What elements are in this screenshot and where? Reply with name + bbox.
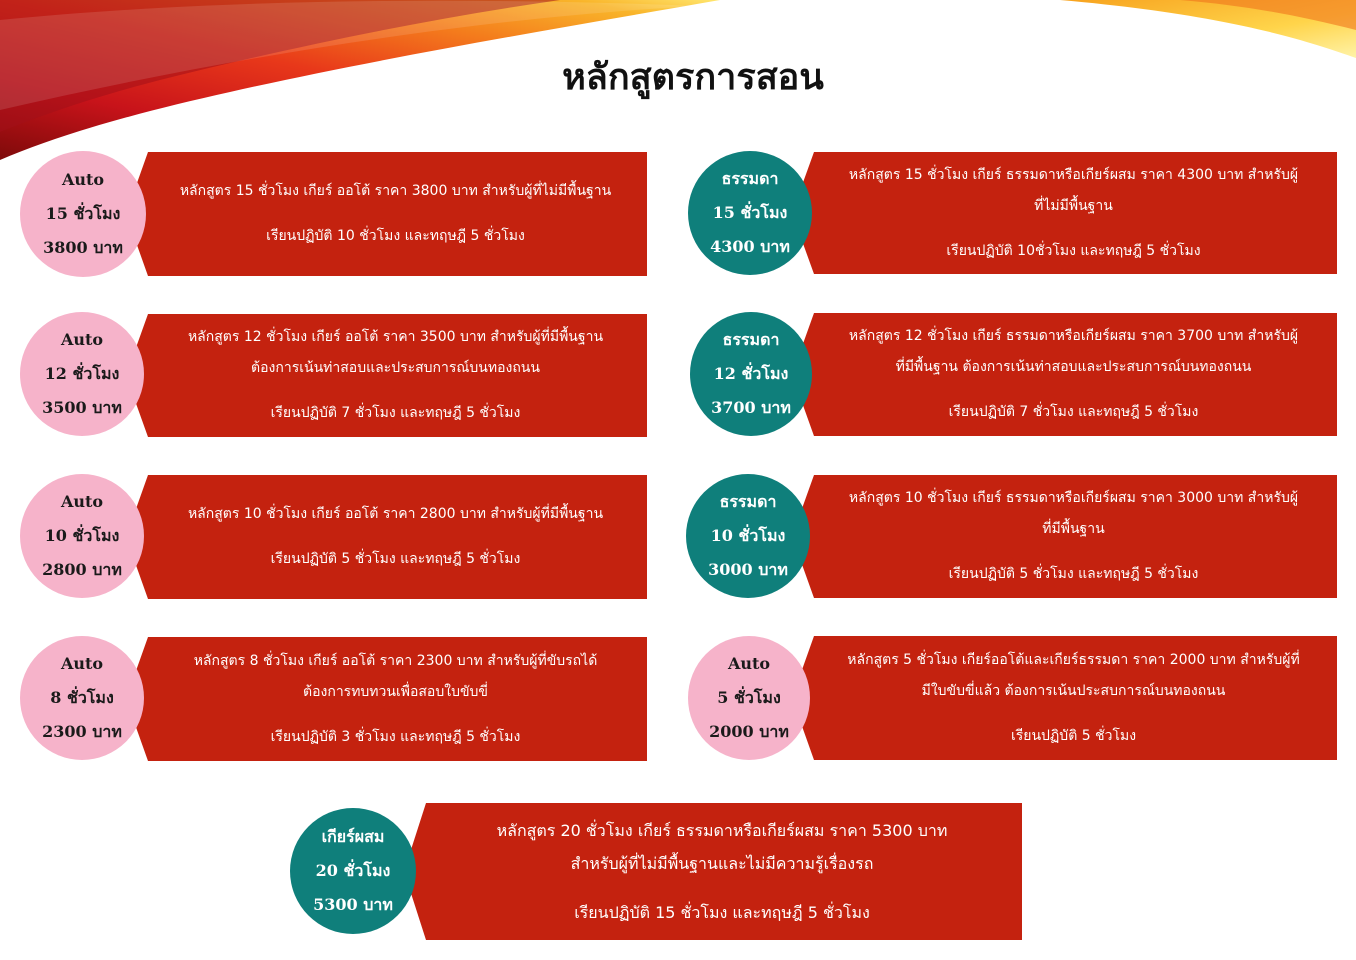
course-description [822, 313, 1325, 436]
course-badge-manual-15 [688, 151, 812, 275]
badge-hours: 20 ชั่วโมง [315, 861, 391, 880]
course-badge-auto-15 [20, 151, 146, 277]
badge-price: 5300 บาท [313, 895, 393, 914]
badge-price: 3700 บาท [711, 398, 791, 417]
course-practice-line: เรียนปฏิบัติ 3 ชั่วโมง และทฤษฎี 5 ชั่วโมง [270, 728, 521, 745]
badge-gear-type: ธรรมดา [719, 492, 777, 511]
course-desc-line: หลักสูตร 10 ชั่วโมง เกียร์ ธรรมดาหรือเกียร์ผสม ราคา 3000 บาท สำหรับผู้ [848, 490, 1299, 506]
course-description [156, 314, 635, 437]
course-card-manual-10 [792, 475, 1337, 598]
course-practice-line: เรียนปฏิบัติ 5 ชั่วโมง [1010, 727, 1137, 744]
badge-price: 2000 บาท [709, 722, 789, 741]
course-desc-line: ต้องการทบทวนเพื่อสอบใบขับขี่ [303, 683, 488, 700]
badge-hours: 15 ชั่วโมง [712, 203, 788, 222]
course-card-auto-15 [126, 152, 647, 276]
course-description [822, 636, 1325, 760]
badge-gear-type: Auto [60, 654, 104, 673]
course-desc-line: หลักสูตร 20 ชั่วโมง เกียร์ ธรรมดาหรือเกียร์ผสม ราคา 5300 บาท [496, 821, 948, 840]
course-card-auto-10 [126, 475, 647, 599]
course-card-manual-12 [792, 313, 1337, 436]
badge-hours: 15 ชั่วโมง [45, 204, 121, 223]
badge-gear-type: Auto [60, 492, 104, 511]
course-card-auto-12 [126, 314, 647, 437]
badge-gear-type: Auto [61, 170, 105, 189]
course-desc-line: หลักสูตร 15 ชั่วโมง เกียร์ ธรรมดาหรือเกียร์ผสม ราคา 4300 บาท สำหรับผู้ [848, 166, 1299, 183]
course-description [434, 803, 1010, 940]
course-practice-line: เรียนปฏิบัติ 15 ชั่วโมง และทฤษฎี 5 ชั่วโมง [574, 903, 870, 922]
course-practice-line: เรียนปฏิบัติ 10 ชั่วโมง และทฤษฎี 5 ชั่วโมง [266, 228, 525, 244]
badge-hours: 8 ชั่วโมง [50, 688, 114, 707]
course-badge-manual-12 [690, 312, 812, 436]
badge-gear-type: เกียร์ผสม [321, 827, 385, 846]
page-title: หลักสูตรการสอน [562, 56, 824, 98]
badge-price: 2800 บาท [42, 560, 122, 579]
course-card-mixed-20 [404, 803, 1022, 940]
badge-price: 3000 บาท [708, 560, 788, 579]
course-desc-line: หลักสูตร 5 ชั่วโมง เกียร์ออโต้และเกียร์ธรรมดา ราคา 2000 บาท สำหรับผู้ที่ [847, 651, 1300, 668]
course-badge-auto-12 [20, 312, 144, 436]
badge-hours: 12 ชั่วโมง [44, 364, 120, 383]
course-desc-line: มีใบขับขี่แล้ว ต้องการเน้นประสบการณ์บนทองถนน [921, 682, 1226, 699]
course-badge-manual-10 [686, 474, 810, 598]
course-desc-line: หลักสูตร 12 ชั่วโมง เกียร์ ออโต้ ราคา 3500 บาท สำหรับผู้ที่มีพื้นฐาน [187, 329, 604, 345]
course-desc-line: สำหรับผู้ที่ไม่มีพื้นฐานและไม่มีความรู้เรื่องรถ [570, 854, 874, 873]
course-desc-line: หลักสูตร 15 ชั่วโมง เกียร์ ออโต้ ราคา 3800 บาท สำหรับผู้ที่ไม่มีพื้นฐาน [179, 183, 612, 199]
course-badge-auto-5 [688, 636, 810, 760]
course-card-auto-8 [126, 637, 647, 761]
badge-hours: 10 ชั่วโมง [44, 526, 120, 545]
badge-price: 3500 บาท [42, 398, 122, 417]
course-card-manual-15 [792, 152, 1337, 274]
course-practice-line: เรียนปฏิบัติ 10ชั่วโมง และทฤษฎี 5 ชั่วโมง [946, 242, 1201, 259]
course-description [156, 475, 635, 599]
badge-price: 2300 บาท [42, 722, 122, 741]
course-desc-line: หลักสูตร 12 ชั่วโมง เกียร์ ธรรมดาหรือเกียร์ผสม ราคา 3700 บาท สำหรับผู้ [848, 328, 1299, 344]
course-badge-auto-8 [20, 636, 144, 760]
badge-hours: 10 ชั่วโมง [710, 526, 786, 545]
course-desc-line: ที่มีพื้นฐาน ต้องการเน้นท่าสอบและประสบการณ์บนทองถนน [895, 359, 1252, 375]
badge-gear-type: ธรรมดา [721, 169, 779, 188]
badge-hours: 12 ชั่วโมง [713, 364, 789, 383]
course-practice-line: เรียนปฏิบัติ 5 ชั่วโมง และทฤษฎี 5 ชั่วโมง [270, 551, 521, 567]
course-desc-line: หลักสูตร 10 ชั่วโมง เกียร์ ออโต้ ราคา 2800 บาท สำหรับผู้ที่มีพื้นฐาน [187, 506, 604, 522]
course-practice-line: เรียนปฏิบัติ 7 ชั่วโมง และทฤษฎี 5 ชั่วโมง [948, 404, 1199, 420]
course-desc-line: ต้องการเน้นท่าสอบและประสบการณ์บนทองถนน [251, 360, 540, 376]
course-desc-line: ที่มีพื้นฐาน [1042, 521, 1105, 537]
badge-hours: 5 ชั่วโมง [717, 688, 781, 707]
badge-price: 4300 บาท [710, 237, 790, 256]
badge-gear-type: ธรรมดา [722, 330, 780, 349]
course-practice-line: เรียนปฏิบัติ 5 ชั่วโมง และทฤษฎี 5 ชั่วโมง [948, 566, 1199, 582]
badge-gear-type: Auto [727, 654, 771, 673]
badge-price: 3800 บาท [43, 238, 123, 257]
course-description [822, 475, 1325, 598]
course-badge-mixed-20 [290, 808, 416, 934]
course-badge-auto-10 [20, 474, 144, 598]
badge-gear-type: Auto [60, 330, 104, 349]
course-description [822, 152, 1325, 274]
course-description [156, 152, 635, 276]
course-practice-line: เรียนปฏิบัติ 7 ชั่วโมง และทฤษฎี 5 ชั่วโมง [270, 405, 521, 421]
course-card-auto-5 [792, 636, 1337, 760]
course-desc-line: ที่ไม่มีพื้นฐาน [1034, 197, 1113, 214]
course-desc-line: หลักสูตร 8 ชั่วโมง เกียร์ ออโต้ ราคา 2300 บาท สำหรับผู้ที่ขับรถได้ [193, 652, 598, 669]
course-description [156, 637, 635, 761]
